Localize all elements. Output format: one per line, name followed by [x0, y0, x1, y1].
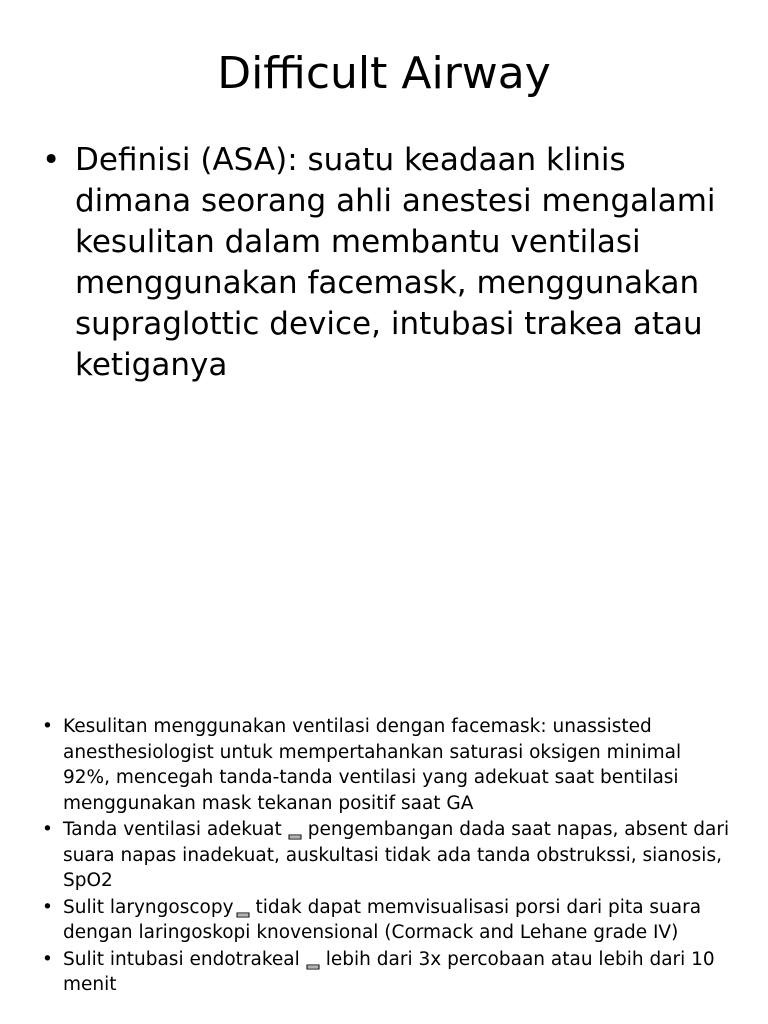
detail-bullet-list — [40, 714, 730, 999]
laryngoscopy-lead: Sulit laryngoscopy — [63, 896, 234, 918]
list-item — [40, 817, 730, 894]
definition-text: Definisi (ASA): suatu keadaan klinis dimana seorang ahli anestesi mengalami kesulitan dalam membantu ventilasi menggunakan facemask, menggunakan supraglottic device, intubasi trakea atau ketiganya — [75, 142, 716, 383]
bullet-icon: • — [42, 819, 53, 840]
adequate-ventilation-text: pengembangan dada saat napas, absent dari suara napas inadekuat, auskultasi tidak ada tanda obstrukssi, sianosis, SpO2 — [63, 819, 730, 891]
list-item — [40, 895, 730, 946]
main-bullet-list — [40, 140, 740, 386]
intubation-text: lebih dari 3x percobaan atau lebih dari 10 menit — [63, 948, 715, 995]
intubation-lead: Sulit intubasi endotrakeal — [63, 948, 300, 970]
bullet-icon: • — [42, 896, 53, 918]
adequate-ventilation-lead: Tanda ventilasi adekuat — [63, 819, 282, 840]
list-item — [40, 947, 730, 998]
bullet-icon: • — [42, 948, 53, 970]
arrow-icon — [306, 960, 320, 970]
facemask-ventilation-text: Kesulitan menggunakan ventilasi dengan facemask: unassisted anesthesiologist untuk mempertahankan saturasi oksigen minimal 92%, mencegah tanda-tanda ventilasi yang adekuat saat bentilasi menggunakan mask tekanan positif saat GA — [63, 716, 682, 814]
laryngoscopy-text: tidak dapat memvisualisasi porsi dari pita suara dengan laringoskopi knovensional (Cormack and Lehane grade IV) — [63, 896, 702, 943]
list-item — [40, 714, 730, 816]
bullet-icon: • — [42, 716, 53, 737]
list-item — [40, 140, 740, 386]
arrow-icon — [236, 908, 250, 918]
bullet-icon: • — [42, 142, 61, 178]
slide-title: Difficult Airway — [217, 48, 551, 99]
arrow-icon — [288, 830, 302, 840]
